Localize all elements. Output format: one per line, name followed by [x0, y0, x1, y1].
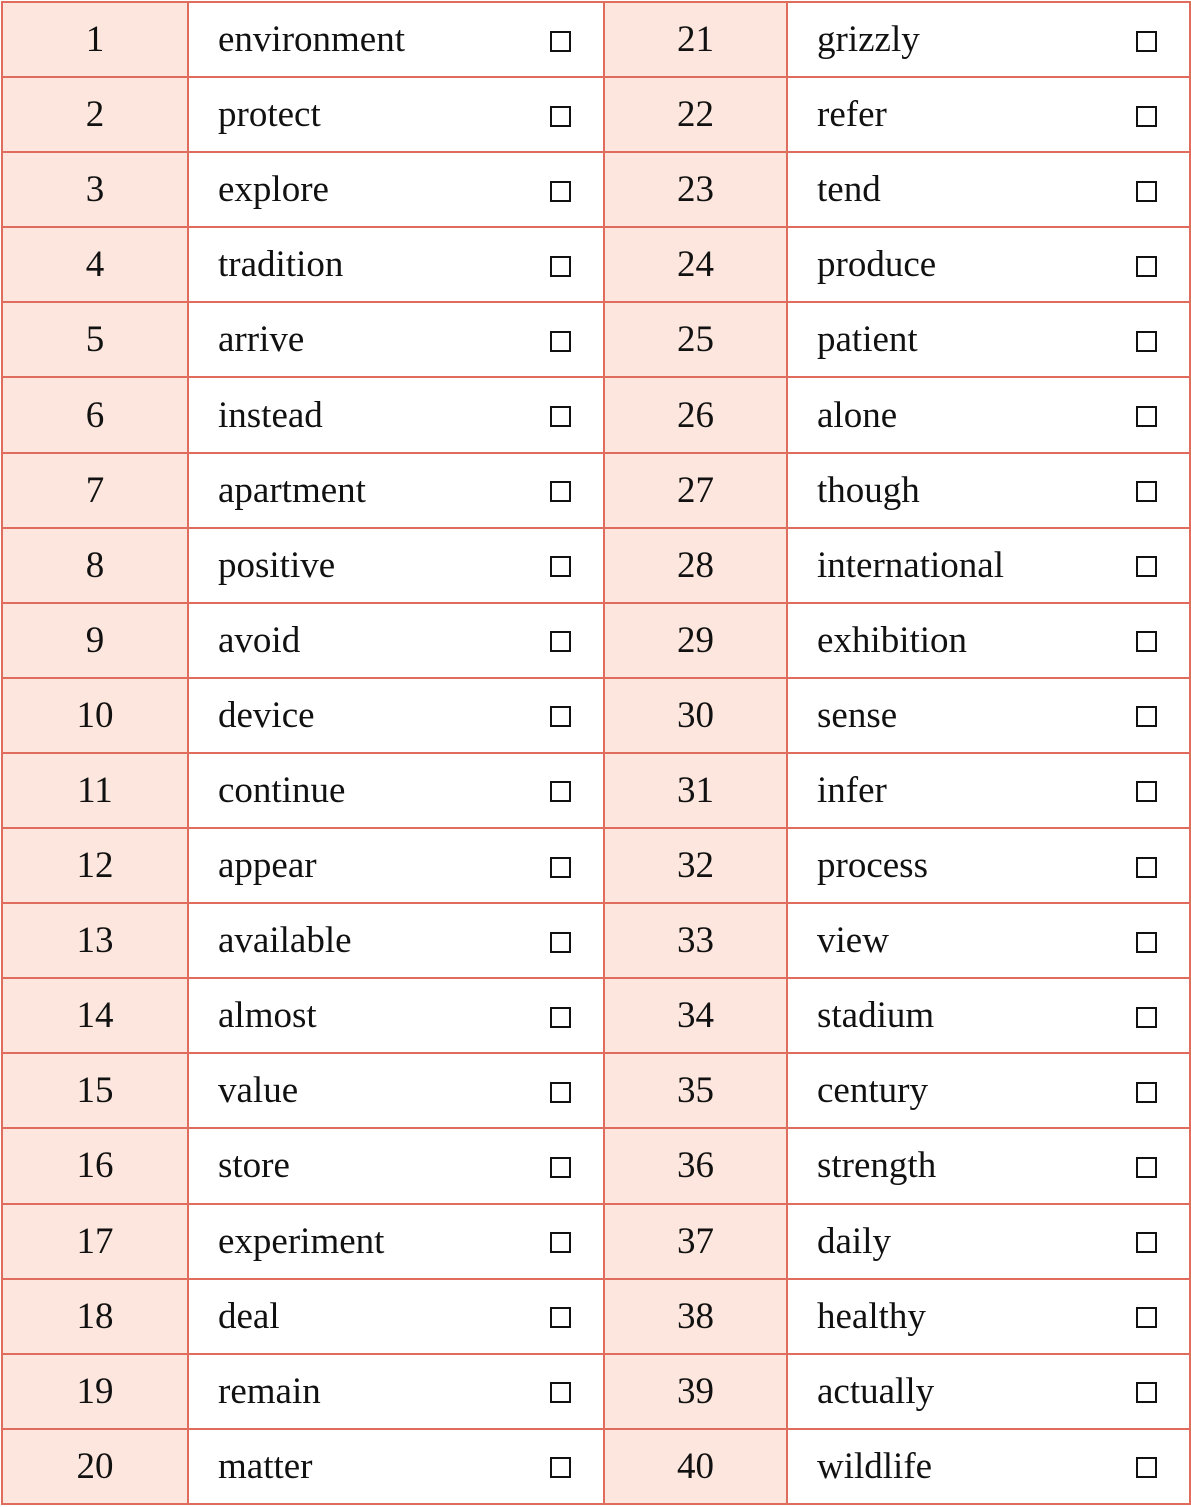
word-number: 25	[604, 302, 787, 377]
word-text: available	[218, 920, 352, 962]
word-number: 6	[2, 377, 188, 452]
word-number: 14	[2, 978, 188, 1053]
word-cell	[188, 227, 604, 302]
word-text: process	[817, 845, 928, 887]
word-number: 27	[604, 453, 787, 528]
table-row	[2, 1279, 1190, 1354]
word-number: 11	[2, 753, 188, 828]
word-number: 32	[604, 828, 787, 903]
word-text: sense	[817, 694, 898, 736]
word-checkbox[interactable]	[1136, 256, 1157, 277]
word-text: daily	[817, 1220, 891, 1262]
table-row	[2, 903, 1190, 978]
word-cell	[787, 978, 1190, 1053]
table-row	[2, 1204, 1190, 1279]
word-checkbox[interactable]	[1136, 706, 1157, 727]
word-text: tradition	[218, 244, 344, 286]
table-row	[2, 603, 1190, 678]
word-cell	[787, 2, 1190, 77]
table-row	[2, 528, 1190, 603]
word-cell	[787, 453, 1190, 528]
word-checkbox[interactable]	[1136, 1457, 1157, 1478]
word-text: though	[817, 469, 920, 511]
word-text: actually	[817, 1370, 935, 1412]
word-checkbox[interactable]	[550, 106, 571, 127]
word-cell	[188, 1354, 604, 1429]
word-text: apartment	[218, 469, 366, 511]
word-checkbox[interactable]	[1136, 932, 1157, 953]
word-text: tend	[817, 169, 881, 211]
vocabulary-table-body	[2, 2, 1190, 1504]
word-number: 28	[604, 528, 787, 603]
word-checkbox[interactable]	[1136, 181, 1157, 202]
word-cell	[787, 227, 1190, 302]
word-text: protect	[218, 94, 321, 136]
word-number: 2	[2, 77, 188, 152]
word-text: explore	[218, 169, 329, 211]
word-text: exhibition	[817, 619, 968, 661]
word-cell	[787, 1279, 1190, 1354]
word-checkbox[interactable]	[1136, 1157, 1157, 1178]
word-cell	[787, 77, 1190, 152]
word-checkbox[interactable]	[550, 1382, 571, 1403]
word-checkbox[interactable]	[550, 1232, 571, 1253]
table-row	[2, 152, 1190, 227]
table-row	[2, 753, 1190, 828]
word-cell	[188, 1279, 604, 1354]
word-checkbox[interactable]	[550, 331, 571, 352]
word-text: strength	[817, 1145, 937, 1187]
word-cell	[188, 152, 604, 227]
word-cell	[787, 753, 1190, 828]
word-checkbox[interactable]	[550, 1082, 571, 1103]
word-number: 22	[604, 77, 787, 152]
word-number: 5	[2, 302, 188, 377]
word-text: avoid	[218, 619, 301, 661]
word-checkbox[interactable]	[550, 31, 571, 52]
word-number: 24	[604, 227, 787, 302]
table-row	[2, 227, 1190, 302]
word-checkbox[interactable]	[1136, 1007, 1157, 1028]
word-text: continue	[218, 769, 346, 811]
word-number: 38	[604, 1279, 787, 1354]
word-cell	[787, 903, 1190, 978]
word-number: 34	[604, 978, 787, 1053]
word-checkbox[interactable]	[550, 1007, 571, 1028]
word-text: appear	[218, 845, 317, 887]
word-checkbox[interactable]	[550, 1457, 571, 1478]
word-number: 17	[2, 1204, 188, 1279]
word-cell	[787, 678, 1190, 753]
word-cell	[787, 152, 1190, 227]
word-text: international	[817, 544, 1004, 586]
word-number: 33	[604, 903, 787, 978]
word-cell	[188, 77, 604, 152]
word-number: 19	[2, 1354, 188, 1429]
word-number: 13	[2, 903, 188, 978]
word-number: 15	[2, 1053, 188, 1128]
word-text: matter	[218, 1445, 313, 1487]
word-text: environment	[218, 19, 406, 61]
word-number: 37	[604, 1204, 787, 1279]
word-text: experiment	[218, 1220, 385, 1262]
word-checkbox[interactable]	[1136, 1307, 1157, 1328]
table-row	[2, 828, 1190, 903]
word-checkbox[interactable]	[1136, 631, 1157, 652]
word-checkbox[interactable]	[1136, 406, 1157, 427]
word-number: 35	[604, 1053, 787, 1128]
word-cell	[188, 903, 604, 978]
table-row	[2, 377, 1190, 452]
word-number: 12	[2, 828, 188, 903]
word-cell	[787, 1128, 1190, 1203]
word-number: 23	[604, 152, 787, 227]
word-text: instead	[218, 394, 323, 436]
word-cell	[188, 528, 604, 603]
word-cell	[787, 828, 1190, 903]
word-checkbox[interactable]	[1136, 481, 1157, 502]
word-number: 1	[2, 2, 188, 77]
word-number: 31	[604, 753, 787, 828]
word-number: 40	[604, 1429, 787, 1504]
word-text: patient	[817, 319, 918, 361]
word-checkbox[interactable]	[1136, 1382, 1157, 1403]
table-row	[2, 302, 1190, 377]
word-cell	[188, 453, 604, 528]
word-number: 9	[2, 603, 188, 678]
word-cell	[787, 1429, 1190, 1504]
word-cell	[188, 302, 604, 377]
word-checkbox[interactable]	[550, 1307, 571, 1328]
word-checkbox[interactable]	[1136, 556, 1157, 577]
word-cell	[787, 1354, 1190, 1429]
word-number: 30	[604, 678, 787, 753]
word-number: 20	[2, 1429, 188, 1504]
word-checkbox[interactable]	[550, 1157, 571, 1178]
word-cell	[787, 528, 1190, 603]
word-number: 10	[2, 678, 188, 753]
word-text: grizzly	[817, 19, 920, 61]
word-text: arrive	[218, 319, 305, 361]
word-number: 3	[2, 152, 188, 227]
table-row	[2, 1354, 1190, 1429]
vocabulary-table	[1, 1, 1191, 1505]
table-row	[2, 2, 1190, 77]
word-number: 21	[604, 2, 787, 77]
table-row	[2, 678, 1190, 753]
word-text: view	[817, 920, 889, 962]
word-text: refer	[817, 94, 887, 136]
word-text: produce	[817, 244, 937, 286]
word-text: wildlife	[817, 1445, 933, 1487]
word-cell	[787, 377, 1190, 452]
word-text: almost	[218, 995, 317, 1037]
word-cell	[188, 1128, 604, 1203]
word-checkbox[interactable]	[1136, 1082, 1157, 1103]
word-cell	[188, 678, 604, 753]
table-row	[2, 978, 1190, 1053]
word-cell	[188, 1053, 604, 1128]
word-number: 16	[2, 1128, 188, 1203]
word-cell	[188, 1204, 604, 1279]
table-row	[2, 1429, 1190, 1504]
word-checkbox[interactable]	[550, 706, 571, 727]
word-text: healthy	[817, 1295, 926, 1337]
word-checkbox[interactable]	[550, 481, 571, 502]
word-checkbox[interactable]	[1136, 781, 1157, 802]
word-cell	[188, 1429, 604, 1504]
word-text: deal	[218, 1295, 280, 1337]
word-checkbox[interactable]	[550, 781, 571, 802]
word-text: remain	[218, 1370, 321, 1412]
word-cell	[188, 978, 604, 1053]
word-checkbox[interactable]	[1136, 331, 1157, 352]
word-cell	[787, 603, 1190, 678]
table-row	[2, 453, 1190, 528]
word-cell	[787, 1053, 1190, 1128]
word-checkbox[interactable]	[1136, 857, 1157, 878]
word-number: 29	[604, 603, 787, 678]
word-checkbox[interactable]	[550, 556, 571, 577]
word-cell	[188, 828, 604, 903]
table-row	[2, 1053, 1190, 1128]
word-cell	[188, 377, 604, 452]
word-number: 4	[2, 227, 188, 302]
word-number: 18	[2, 1279, 188, 1354]
word-number: 39	[604, 1354, 787, 1429]
word-checkbox[interactable]	[550, 181, 571, 202]
word-checkbox[interactable]	[550, 857, 571, 878]
word-cell	[787, 302, 1190, 377]
word-checkbox[interactable]	[550, 631, 571, 652]
word-text: stadium	[817, 995, 935, 1037]
word-checkbox[interactable]	[1136, 106, 1157, 127]
word-checkbox[interactable]	[1136, 31, 1157, 52]
word-text: infer	[817, 769, 887, 811]
table-row	[2, 77, 1190, 152]
word-number: 7	[2, 453, 188, 528]
word-text: century	[817, 1070, 928, 1112]
word-text: value	[218, 1070, 299, 1112]
word-cell	[188, 753, 604, 828]
word-checkbox[interactable]	[550, 932, 571, 953]
word-number: 36	[604, 1128, 787, 1203]
word-number: 8	[2, 528, 188, 603]
word-number: 26	[604, 377, 787, 452]
word-cell	[188, 603, 604, 678]
word-checkbox[interactable]	[550, 406, 571, 427]
word-text: positive	[218, 544, 336, 586]
word-text: store	[218, 1145, 290, 1187]
word-checkbox[interactable]	[550, 256, 571, 277]
word-cell	[787, 1204, 1190, 1279]
word-cell	[188, 2, 604, 77]
table-row	[2, 1128, 1190, 1203]
word-checkbox[interactable]	[1136, 1232, 1157, 1253]
word-text: alone	[817, 394, 898, 436]
word-text: device	[218, 694, 315, 736]
